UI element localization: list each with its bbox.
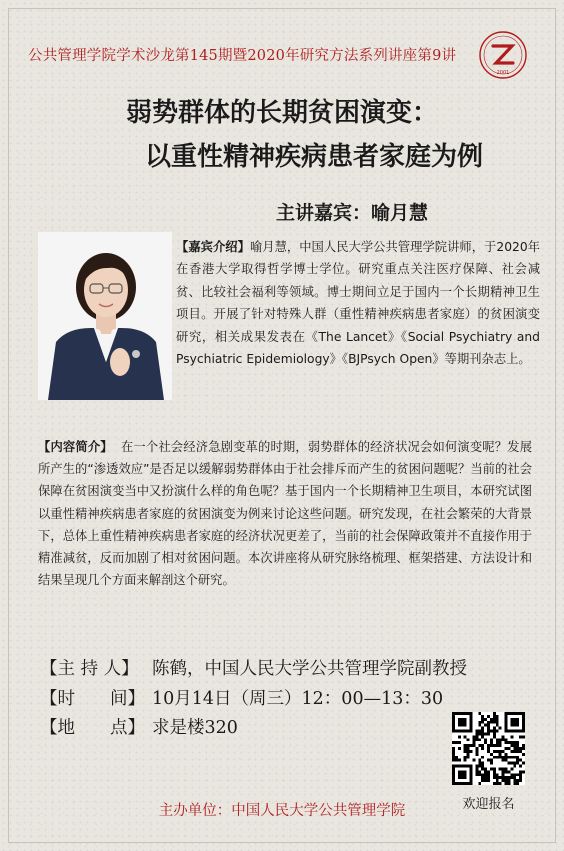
place-label: 【地 点】 xyxy=(40,718,145,738)
speaker-photo xyxy=(38,232,172,400)
organizer-line: 主办单位：中国人民大学公共管理学院 xyxy=(158,803,406,819)
speaker-line: 主讲嘉宾：喻月慧 xyxy=(276,202,429,224)
host-value: 陈鹤，中国人民大学公共管理学院副教授 xyxy=(152,659,467,679)
time-row xyxy=(40,685,443,710)
host-label: 【主 持 人】 xyxy=(40,659,139,679)
place-value: 求是楼320 xyxy=(152,718,238,738)
time-value: 10月14日（周三）12：00—13：30 xyxy=(152,689,444,709)
speaker-bio xyxy=(176,236,540,370)
host-row xyxy=(40,655,467,680)
logo-year: 2001 xyxy=(496,70,510,76)
bio-text: 喻月慧，中国人民大学公共管理学院讲师，于2020年在香港大学取得哲学博士学位。研究重点关注医疗保障、社会减贫、比较社会福利等领域。博士期间立足于国内一个长期精神卫生项目。开展了针对特殊人群（重性精神疾病患者家庭）的贫困演变研究，相关成果发表在《The Lancet》《Social Psychiatry and Psychiatric Epidemiology》《BJPsych Open》等期刊杂志上。 xyxy=(176,240,540,367)
content-intro xyxy=(38,436,532,591)
qr-caption: 欢迎报名 xyxy=(462,797,515,812)
place-row xyxy=(40,714,238,739)
registration-qr-code[interactable] xyxy=(452,712,525,785)
intro-tag: 【内容简介】 xyxy=(38,440,113,454)
intro-text: 在一个社会经济急剧变革的时期，弱势群体的经济状况会如何演变呢？发展所产生的“渗透效应”是否足以缓解弱势群体由于社会排斥而产生的贫困问题呢？当前的社会保障在贫困演变当中又扮演什么样的角色呢？基于国内一个长期精神卫生项目，本研究试图以重性精神疾病患者家庭的贫困演变为例来讨论这些问题。研究发现，在社会繁荣的大背景下，总体上重性精神疾病患者家庭的经济状况更差了，当前的社会保障政策并不直接作用于精准减贫，反而加剧了相对贫困问题。本次讲座将从研究脉络梳理、框架搭建、方法设计和结果呈现几个方面来解剖这个研究。 xyxy=(38,440,532,588)
title-line-1: 弱势群体的长期贫困演变： xyxy=(125,98,438,128)
school-logo xyxy=(478,30,528,80)
series-header: 公共管理学院学术沙龙第145期暨2020年研究方法系列讲座第9讲 xyxy=(28,48,457,64)
bio-tag: 【嘉宾介绍】 xyxy=(176,240,250,254)
title-line-2: 以重性精神疾病患者家庭为例 xyxy=(145,142,484,172)
time-label: 【时 间】 xyxy=(40,689,145,709)
